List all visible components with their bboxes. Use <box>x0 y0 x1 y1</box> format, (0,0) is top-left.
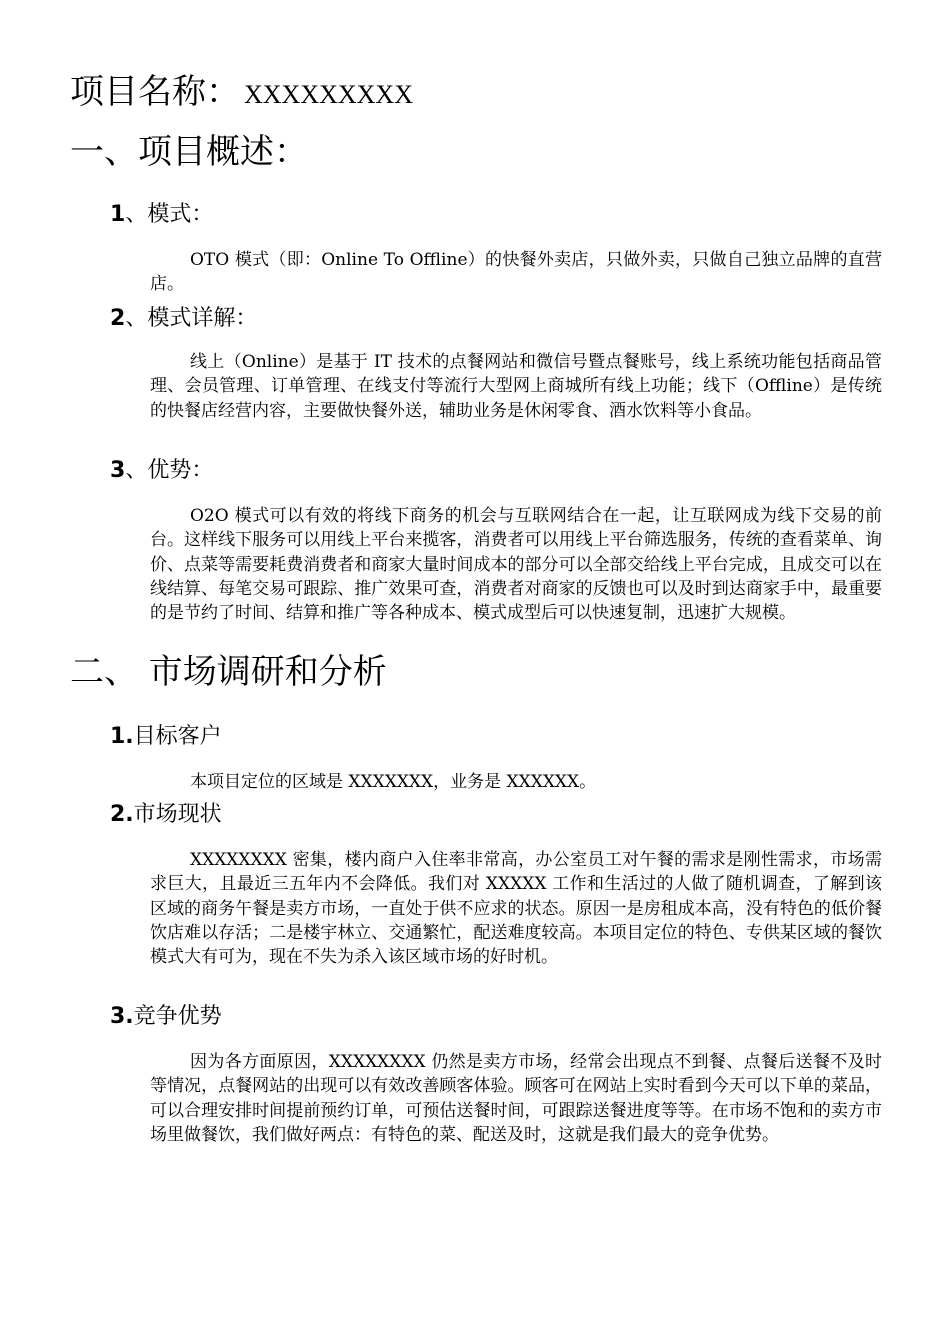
subsection-heading-advantage <box>110 456 213 486</box>
paragraph-mode-detail: 线上（Online）是基于 IT 技术的点餐网站和微信号暨点餐账号，线上系统功能包括商品管理、会员管理、订单管理、在线支付等流行大型网上商城所有线上功能；线下（Offline）是传统的快餐店经营内容，主要做快餐外送，辅助业务是休闲零食、酒水饮料等小食品。 <box>150 352 882 421</box>
subsection-number: 1. <box>110 724 134 749</box>
subsection-label: 目标客户 <box>133 724 222 749</box>
subsection-number: 3 <box>110 458 126 483</box>
project-name: XXXXXXXXX <box>244 80 413 109</box>
subsection-heading-competitive-advantage <box>110 1002 222 1032</box>
subsection-label: 竞争优势 <box>133 1004 222 1029</box>
subsection-number: 2. <box>110 802 134 827</box>
subsection-label: 、优势： <box>125 458 214 483</box>
project-title <box>70 70 413 117</box>
subsection-heading-market-status <box>110 800 222 830</box>
paragraph-mode: OTO 模式（即：Online To Offline）的快餐外卖店，只做外卖，只做自己独立品牌的直营店。 <box>150 250 882 295</box>
subsection-label: 、模式详解： <box>125 306 258 331</box>
section-heading-overview: 一、项目概述： <box>70 132 308 172</box>
project-title-label: 项目名称： <box>70 72 240 112</box>
paragraph-advantage: O2O 模式可以有效的将线下商务的机会与互联网结合在一起，让互联网成为线下交易的前台。这样线下服务可以用线上平台来揽客，消费者可以用线上平台筛选服务，传统的查看菜单、询价、点菜等需要耗费消费者和商家大量时间成本的部分可以全部交给线上平台完成，且成交可以在线结算、每笔交易可跟踪、推广效果可查，消费者对商家的反馈也可以及时到达商家手中，最重要的是节约了时间、结算和推广等各种成本、模式成型后可以快速复制，迅速扩大规模。 <box>150 506 882 624</box>
subsection-label: 市场现状 <box>133 802 222 827</box>
subsection-heading-target-customer <box>110 722 222 752</box>
section-heading-market: 二、 市场调研和分析 <box>70 652 387 692</box>
subsection-heading-mode-detail <box>110 304 257 334</box>
paragraph-target-customer: 本项目定位的区域是 XXXXXXX，业务是 XXXXXX。 <box>190 772 597 792</box>
subsection-label: 、模式： <box>125 202 214 227</box>
subsection-number: 2 <box>110 306 126 331</box>
subsection-heading-mode <box>110 200 213 230</box>
paragraph-competitive-advantage: 因为各方面原因，XXXXXXXX 仍然是卖方市场，经常会出现点不到餐、点餐后送餐不及时等情况，点餐网站的出现可以有效改善顾客体验。顾客可在网站上实时看到今天可以下单的菜品，可以合理安排时间提前预约订单，可预估送餐时间，可跟踪送餐进度等等。在市场不饱和的卖方市场里做餐饮，我们做好两点：有特色的菜、配送及时，这就是我们最大的竞争优势。 <box>150 1052 882 1145</box>
subsection-number: 1 <box>110 202 126 227</box>
subsection-number: 3. <box>110 1004 134 1029</box>
paragraph-market-status: XXXXXXXX 密集，楼内商户入住率非常高，办公室员工对午餐的需求是刚性需求，市场需求巨大，且最近三五年内不会降低。我们对 XXXXX 工作和生活过的人做了随机调查，了解到该区域的商务午餐是卖方市场，一直处于供不应求的状态。原因一是房租成本高，没有特色的低价餐饮店难以存活；二是楼宇林立、交通繁忙，配送难度较高。本项目定位的特色、专供某区域的餐饮模式大有可为，现在不失为杀入该区域市场的好时机。 <box>150 850 882 968</box>
